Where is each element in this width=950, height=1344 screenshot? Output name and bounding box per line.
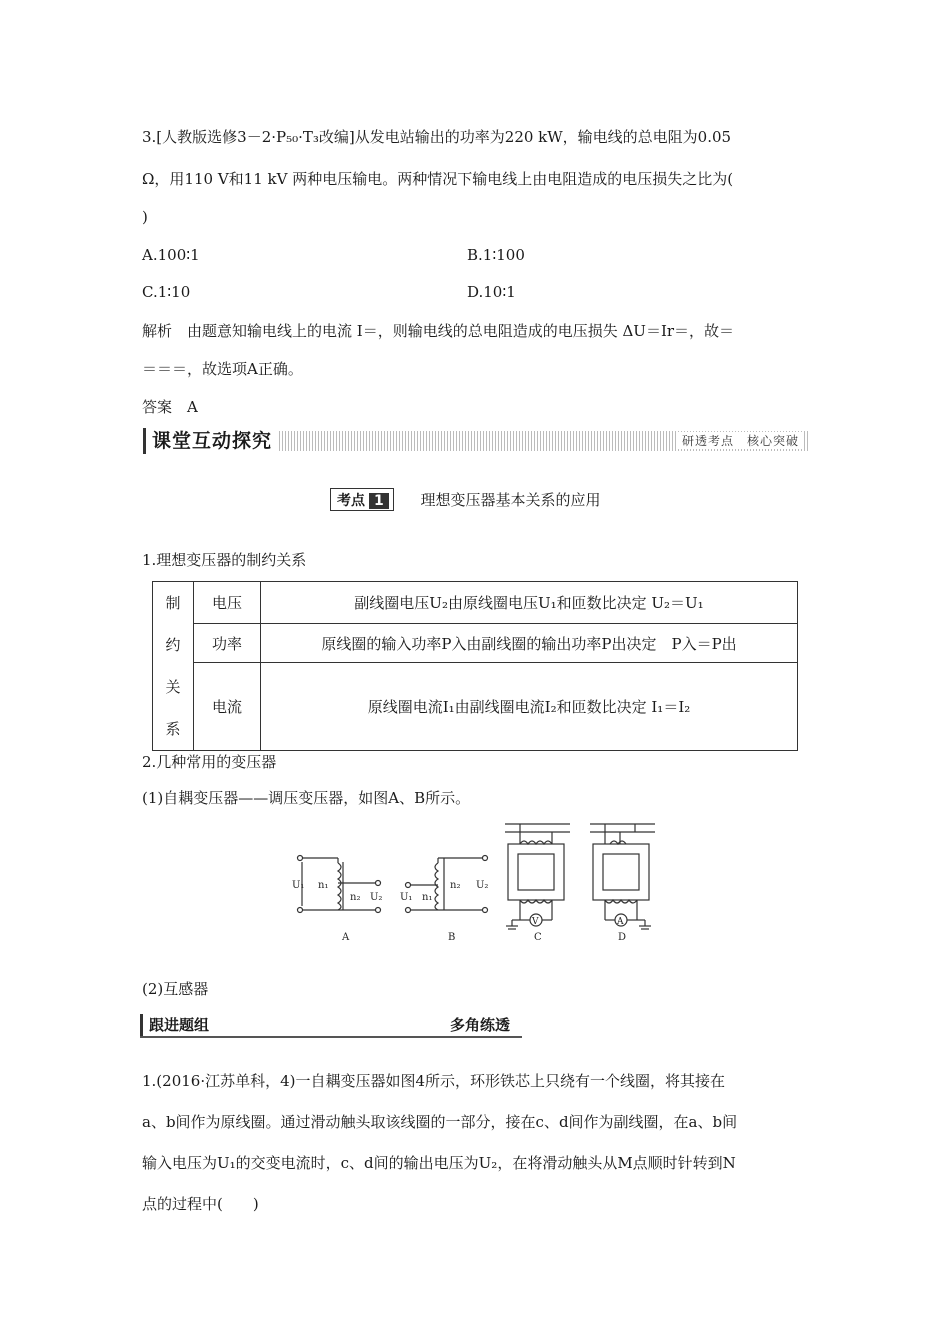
analysis-line1: 解析 由题意知输电线上的电流 I＝，则输电线的总电阻造成的电压损失 ΔU＝Ir＝，故＝ <box>142 322 735 340</box>
side-char: 关 <box>165 678 181 696</box>
kaodian-heading <box>330 488 601 510</box>
option-c: C.1∶10 <box>142 283 191 301</box>
row-current-name: 电流 <box>194 663 261 751</box>
label-u2-b: U₂ <box>476 880 489 891</box>
side-char: 约 <box>165 636 181 654</box>
section2-sub2: (2)互感器 <box>142 980 209 998</box>
option-a: A.100∶1 <box>142 246 200 264</box>
section2-heading: 2.几种常用的变压器 <box>142 753 277 771</box>
fig-label-d: D <box>618 932 627 943</box>
lesson-banner <box>143 428 809 454</box>
kaodian-title: 理想变压器基本关系的应用 <box>420 491 601 509</box>
kaodian-number: 1 <box>369 493 389 509</box>
label-n1-b: n₁ <box>422 892 433 903</box>
side-char: 系 <box>165 720 181 738</box>
section-underline <box>140 1036 522 1038</box>
section-right: 多角练透 <box>450 1016 511 1034</box>
constraint-table <box>152 581 798 751</box>
kaodian-box <box>330 488 394 511</box>
table-side-header <box>153 582 194 751</box>
section1-heading: 1.理想变压器的制约关系 <box>142 551 307 569</box>
q3-line3: ) <box>142 208 148 226</box>
row-current-desc: 原线圈电流I₁由副线圈电流I₂和匝数比决定 I₁＝I₂ <box>261 663 798 751</box>
fig-label-b: B <box>448 932 456 943</box>
section-title: 跟进题组 <box>140 1014 209 1036</box>
q1-line3: 输入电压为U₁的交变电流时，c、d间的输出电压为U₂，在将滑动触头从M点顺时针转到N <box>142 1154 736 1172</box>
kaodian-label: 考点 <box>337 493 365 509</box>
banner-title: 课堂互动探究 <box>143 428 272 454</box>
option-b: B.1∶100 <box>467 246 525 264</box>
meter-a: A <box>617 917 624 927</box>
label-n2-b: n₂ <box>450 880 461 891</box>
fig-label-a: A <box>342 932 350 943</box>
side-char: 制 <box>165 594 181 612</box>
analysis-line2: ＝＝＝，故选项A正确。 <box>142 360 303 378</box>
row-voltage-name: 电压 <box>194 582 261 624</box>
answer-line: 答案 A <box>142 398 198 416</box>
row-voltage-desc: 副线圈电压U₂由原线圈电压U₁和匝数比决定 U₂＝U₁ <box>261 582 798 624</box>
q1-line4: 点的过程中( ) <box>142 1195 259 1213</box>
q1-line1: 1.(2016·江苏单科，4)一自耦变压器如图4所示，环形铁芯上只绕有一个线圈，将其接在 <box>142 1072 726 1090</box>
row-power-name: 功率 <box>194 623 261 663</box>
label-u2-a: U₂ <box>370 892 383 903</box>
q1-line2: a、b间作为原线圈。通过滑动触头取该线圈的一部分，接在c、d间作为副线圈，在a、b间 <box>142 1113 738 1131</box>
label-n1-a: n₁ <box>318 880 329 891</box>
label-u1-b: U₁ <box>400 892 413 903</box>
row-power-desc: 原线圈的输入功率P入由副线圈的输出功率P出决定 P入＝P出 <box>261 623 798 663</box>
section2-sub1: (1)自耦变压器——调压变压器，如图A、B所示。 <box>142 789 471 807</box>
option-d: D.10∶1 <box>467 283 516 301</box>
transformer-figure <box>290 818 670 948</box>
label-u1-a: U₁ <box>292 880 305 891</box>
follow-up-section-header <box>140 1014 522 1038</box>
banner-tag: 研透考点 核心突破 <box>678 432 803 449</box>
meter-v: V <box>532 917 539 927</box>
q3-line2: Ω，用110 V和11 kV 两种电压输电。两种情况下输电线上由电阻造成的电压损失之比为( <box>142 170 734 188</box>
q3-line1: 3.[人教版选修3－2·P₅₀·T₃改编]从发电站输出的功率为220 kW，输电线的总电阻为0.05 <box>142 128 732 146</box>
label-n2-a: n₂ <box>350 892 361 903</box>
fig-label-c: C <box>534 932 542 943</box>
